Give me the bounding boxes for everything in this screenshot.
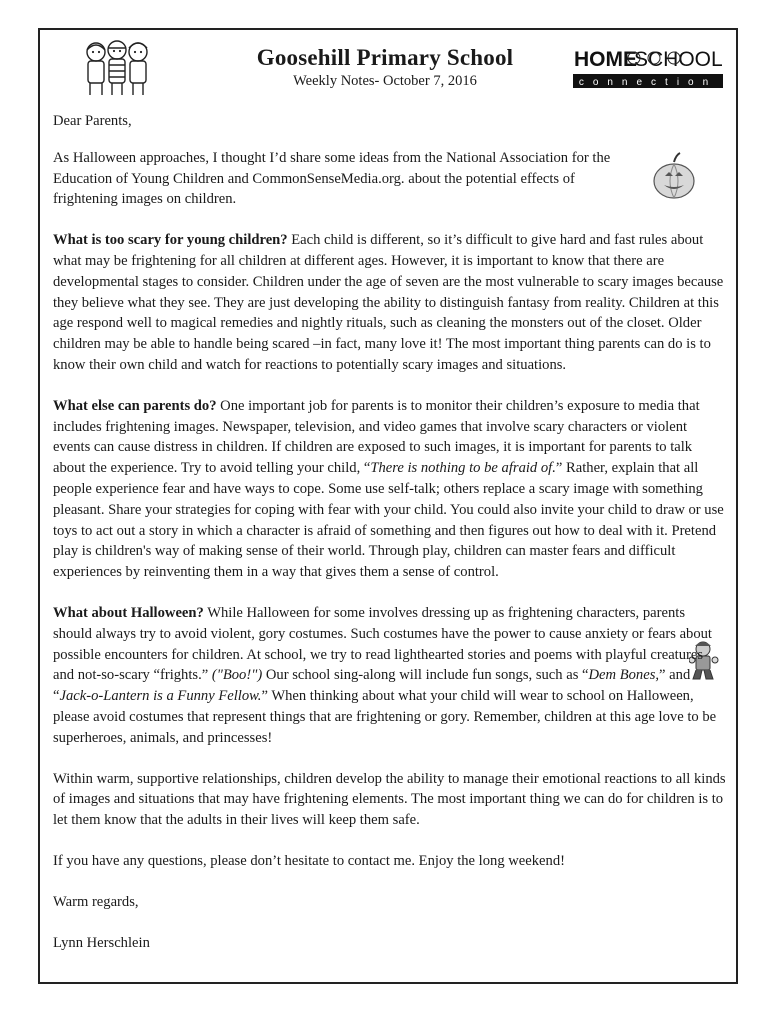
heading-parents-do: What else can parents do?	[53, 397, 217, 414]
body-halloween-b: Our school sing-along will include fun songs, such as “	[262, 667, 589, 684]
body-halloween-d: ” When thinking about what your child will wear to school on Halloween, please avoid costumes that represent things that are frightening or gory. Remember, children at this age love to be superheroes, animals, and princesses!	[53, 688, 717, 746]
body-halloween-a: While Halloween for some involves dressing up as frightening characters, parents should always try to avoid violent, gory costumes. Such costumes have the power to cause anxiety or fears about possible encounters for children. At school, we try to read lighthearted stories and poems with playful creatures and not-so-scary “frights.”	[53, 604, 712, 684]
body-parents-do-a: One important job for parents is to monitor their children’s exposure to media that includes frightening images. Newspaper, television, and video games that involve scary characters or violent events can cause distress in children. If children are exposed to such images, it is important for parents to talk about the experience. Try to avoid telling your child, “	[53, 397, 700, 477]
body-halloween-c: ” and “	[53, 667, 691, 705]
heading-too-scary: What is too scary for young children?	[53, 232, 288, 249]
questions-line: If you have any questions, please don’t hesitate to contact me. Enjoy the long weekend!	[53, 852, 565, 869]
quote-nothing-afraid: There is nothing to be afraid of.	[370, 460, 556, 477]
logo-home-text: HOME	[574, 48, 637, 71]
school-name: Goosehill Primary School	[256, 45, 514, 70]
body-too-scary: Each child is different, so it’s difficult to give hard and fast rules about what may be frightening for all children at different ages. However, it is important to know that there are developmental stages to consider. Children under the age of seven are the most vulnerable to scary images because they believe what they see. They are just developing the ability to distinguish fantasy from reality. Children at this age respond well to magical remedies and nightly rituals, such as cleaning the monsters out of the closet. Older children may be able to handle being scared –in fact, many love it! The most important thing parents can do is to know their own child and watch for reactions to potentially scary images and situations.	[53, 232, 724, 373]
intro-paragraph: As Halloween approaches, I thought I’d share some ideas from the National Association for the Education of Young Children and CommonSenseMedia.org. about the potential effects of frightening images on children.	[53, 149, 611, 208]
heading-halloween: What about Halloween?	[53, 604, 204, 621]
signature: Lynn Herschlein	[53, 934, 150, 951]
logo-school-text: SCHOOL	[634, 48, 723, 71]
paragraph-too-scary	[53, 230, 726, 376]
logo-connection-text: connection	[578, 77, 718, 88]
weekly-notes-date: Weekly Notes- October 7, 2016	[293, 73, 477, 89]
paragraph-halloween	[53, 603, 726, 749]
greeting: Dear Parents,	[53, 113, 132, 129]
song-jack-o-lantern: Jack-o-Lantern is a Funny Fellow.	[59, 688, 262, 705]
paragraph-parents-do	[53, 396, 726, 583]
letter-body	[53, 111, 726, 973]
song-dem-bones: Dem Bones,	[588, 667, 660, 684]
signoff: Warm regards,	[53, 893, 139, 910]
body-parents-do-b: ” Rather, explain that all people experience fear and have ways to cope. Some use self-talk; others replace a scary image with something pleasant. Share your strategies for coping with fear with your child. You could also invite your child to draw or use toys to act out a story in which a character is afraid of something and then figures out how to deal with it. Pretend play is children's way of making sense of their world. Through play, children can master fears and difficult experiences by reinventing them in a way that gives them a sense of control.	[53, 460, 724, 581]
closing-paragraph: Within warm, supportive relationships, children develop the ability to manage their emotional reactions to all kinds of images and situations that may have frightening elements. The most important thing we can do for children is to let them know that the adults in their lives will keep them safe.	[53, 770, 726, 829]
boo-text: ("Boo!")	[211, 667, 263, 684]
